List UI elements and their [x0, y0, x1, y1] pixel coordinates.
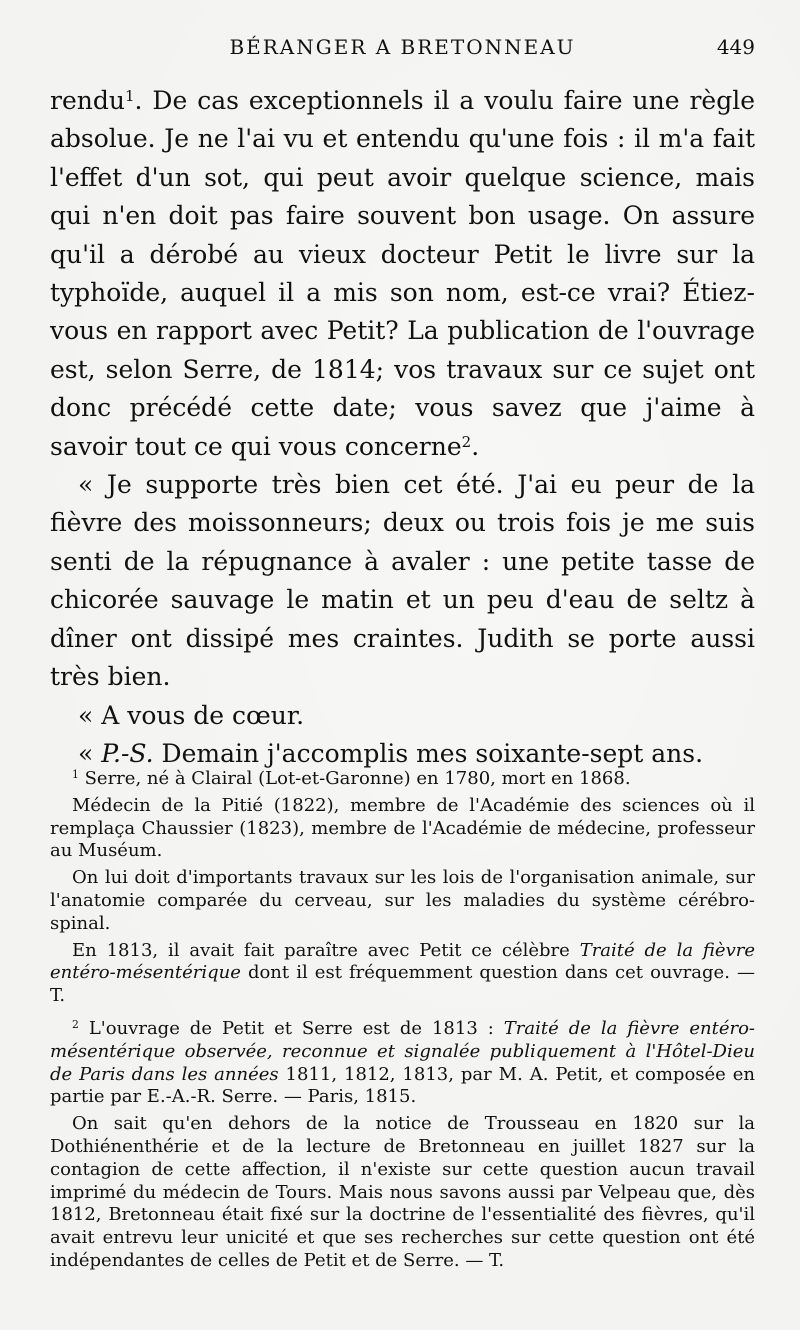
- footnote-marker: 2: [72, 1018, 79, 1032]
- text-run: L'ouvrage de Petit et Serre est de 1813 :: [78, 1017, 504, 1039]
- text-run: rendu: [50, 86, 125, 115]
- footnote-2: [50, 1018, 755, 1109]
- footnote-marker: 1: [72, 768, 79, 782]
- text-run: dont il est fréquemment question dans cet ouvrage. — T.: [50, 962, 755, 1007]
- italic-title: Traité de la fièvre entéro-mésentérique observée, reconnue et signalée publiquement à l'Hôtel-Dieu de Paris dans les années: [50, 1017, 755, 1085]
- text-run: . De cas exceptionnels il a voulu faire une règle absolue. Je ne l'ai vu et entendu qu'une fois : il m'a fait l'effet d'un sot, qui peut avoir quelque science, mais qui n'en doit pas faire souvent bon usage. On assure qu'il a dérobé au vieux docteur Petit le livre sur la typhoïde, auquel il a mis son nom, est-ce vrai? Étiez-vous en rapport avec Petit? La publication de l'ouvrage est, selon Serre, de 1814; vos travaux sur ce sujet ont donc précédé cette date; vous savez que j'aime à savoir tout ce qui vous concerne: [50, 86, 755, 461]
- footnotes: [50, 768, 755, 1277]
- footnote-ref-1: 1: [124, 86, 135, 105]
- main-text: [50, 82, 755, 773]
- text-run: 1811, 1812, 1813, par M. A. Petit, et composée en partie par E.-A.-R. Serre. — Paris, 1815.: [50, 1063, 755, 1108]
- footnote-2-paragraph: On sait qu'en dehors de la notice de Trousseau en 1820 sur la Dothiénenthérie et de la lecture de Bretonneau en juillet 1827 sur la contagion de cette affection, il n'existe sur cette question aucun travail imprimé du médecin de Tours. Mais nous savons aussi par Velpeau que, dès 1812, Bretonneau était fixé sur la doctrine de l'essentialité des fièvres, qu'il avait entrevu leur unicité et que ses recherches sur cette question ont été indépendantes de celles de Petit et de Serre. — T.: [50, 1113, 755, 1271]
- running-head: BÉRANGER A BRETONNEAU: [229, 35, 576, 59]
- footnote-1: [50, 768, 755, 791]
- paragraph-closing: « A vous de cœur.: [78, 700, 305, 730]
- page-number: 449: [716, 35, 755, 59]
- text-run: Serre, né à Clairal (Lot-et-Garonne) en 1780, mort en 1868.: [78, 768, 631, 789]
- paragraph-summer: « Je supporte très bien cet été. J'ai eu peur de la fièvre des moissonneurs; deux ou trois fois je me suis senti de la répugnance à avaler : une petite tasse de chicorée sauvage le matin et un peu d'eau de seltz à dîner ont dissipé mes craintes. Judith se porte aussi très bien.: [50, 470, 755, 692]
- paragraph-letter-continuation: [50, 82, 755, 466]
- quote-mark: «: [78, 738, 102, 768]
- text-run: .: [471, 431, 480, 461]
- footnote-1-paragraph: On lui doit d'importants travaux sur les lois de l'organisation animale, sur l'anatomie comparée du cerveau, sur les maladies du système cérébro-spinal.: [50, 867, 755, 934]
- text-run: Demain j'accomplis mes soixante-sept ans.: [153, 738, 704, 768]
- footnote-ref-2: 2: [461, 432, 472, 451]
- page-header: [50, 32, 755, 62]
- text-run: En 1813, il avait fait paraître avec Petit ce célèbre: [72, 939, 580, 961]
- footnote-1-paragraph: [50, 940, 755, 1008]
- italic-title: Traité de la fièvre entéro-mésentérique: [50, 939, 755, 984]
- footnote-1-paragraph: Médecin de la Pitié (1822), membre de l'Académie des sciences où il remplaça Chaussier (1823), membre de l'Académie de médecine, professeur au Muséum.: [50, 794, 755, 862]
- postscript-label: P.-S.: [101, 738, 154, 768]
